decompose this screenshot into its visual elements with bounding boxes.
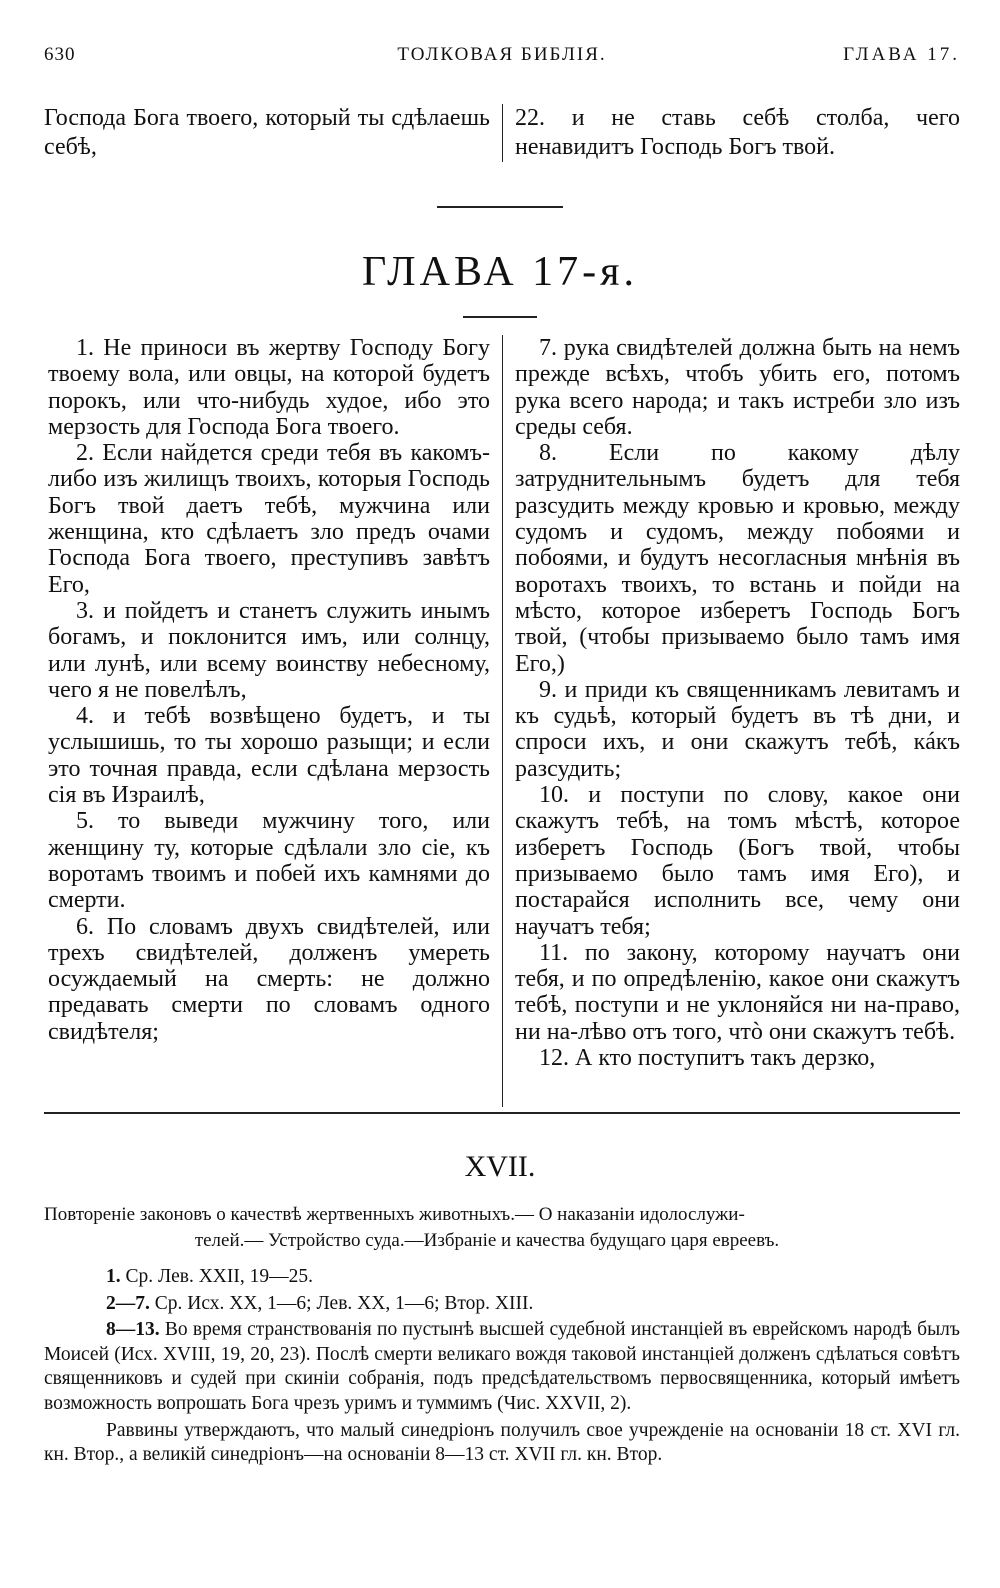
verse: 4. и тебѣ возвѣщено будетъ, и ты услышишь, то ты хорошо разыщи; и если это точная правда, если сдѣлана мерзость сія въ Израилѣ, <box>48 703 490 809</box>
top-left-text: Господа Бога твоего, который ты сдѣлаешь себѣ, <box>44 105 490 160</box>
summary-line: Повтореніе законовъ о качествѣ жертвенныхъ животныхъ.— О наказаніи идолослужи- <box>44 1204 745 1225</box>
left-column <box>44 335 502 1107</box>
verse: 12. А кто поступитъ такъ дерзко, <box>539 1045 876 1072</box>
page-header <box>44 44 960 74</box>
verse: 7. рука свидѣтелей должна быть на немъ прежде всѣхъ, чтобъ убить его, потомъ рука всего народа; и такъ истреби зло изъ среды себя. <box>515 335 960 440</box>
note <box>44 1265 960 1290</box>
note-text: Во время странствованія по пустынѣ высшей судебной инстанціей въ еврейскомъ народѣ былъ Моисей (Исх. XVIII, 19, 20, 23). Послѣ смерти великаго вождя таковой инстанціей долженъ сдѣлаться совѣтъ священниковъ и судей при скиніи собранія, подъ предсѣдательствомъ первосвященника, который имѣетъ возможность вопрошать Бога чрезъ уримъ и туммимъ (Чис. XXVII, 2). <box>44 1319 960 1414</box>
commentary-summary <box>44 1202 960 1254</box>
note-text: Раввины утверждаютъ, что малый синедріонъ получилъ свое учрежденіе на основаніи 18 ст. XVI гл. кн. Втор., а великій синедріонъ—на основаніи 8—13 ст. XVII гл. кн. Втор. <box>44 1419 960 1466</box>
note <box>44 1419 960 1468</box>
verse: 5. то выведи мужчину того, или женщину ту, которые сдѣлали зло сіе, къ воротамъ твоимъ и побей ихъ камнями до смерти. <box>48 808 490 914</box>
verse: 10. и поступи по слову, какое они скажутъ тебѣ, на томъ мѣстѣ, которое изберетъ Господь (Богъ твой, чтобы призываемо было тамъ имя Его), и постарайся исполнить все, чему они научатъ тебя; <box>515 782 960 940</box>
chapter-title: ГЛАВА 17-я. <box>362 249 638 295</box>
right-column <box>502 335 960 1107</box>
top-right-text: 22. и не ставь себѣ столба, чего ненавидитъ Господь Богъ твой. <box>502 104 960 162</box>
note-ref: 2—7. <box>106 1292 150 1314</box>
divider-rule <box>437 206 563 208</box>
note-text: Ср. Исх. XX, 1—6; Лев. XX, 1—6; Втор. XIII. <box>149 1292 534 1314</box>
verse: 9. и приди къ священникамъ левитамъ и къ судьѣ, который будетъ въ тѣ дни, и спроси ихъ, и они скажутъ тебѣ, кáкъ разсудить; <box>515 676 960 782</box>
note-ref: 8—13. <box>106 1319 160 1341</box>
running-title: ТОЛКОВАЯ БИБЛІЯ. <box>397 44 607 65</box>
verse: 1. Не приноси въ жертву Господу Богу твоему вола, или овцы, на которой будетъ порокъ, или что-нибудь худое, ибо это мерзость для Господа Бога твоего. <box>48 335 490 440</box>
note-ref: 1. <box>106 1266 121 1287</box>
divider-rule <box>463 316 537 318</box>
verse: 3. и пойдетъ и станетъ служить инымъ богамъ, и поклонится имъ, или солнцу, или лунѣ, или всему воинству небесному, чего я не повелѣлъ, <box>48 597 490 703</box>
verse: 8. Если по какому дѣлу затруднительнымъ будетъ для тебя разсудить между кровью и кровью, между судомъ и судомъ, между побоями и побоями, и будутъ несогласныя мнѣнія въ воротахъ твоихъ, то встань и пойди на мѣсто, которое изберетъ Господь Богъ твой, (чтобы призываемо было тамъ имя Его,) <box>515 440 960 677</box>
chapter-label: ГЛАВА 17. <box>843 44 960 65</box>
top-continuation <box>44 104 960 162</box>
verse: 6. По словамъ двухъ свидѣтелей, или трехъ свидѣтелей, долженъ умереть осуждаемый на смерть: не должно предавать смерти по словамъ одного свидѣтеля; <box>48 913 490 1045</box>
summary-line: телей.— Устройство суда.—Избраніе и качества будущаго царя евреевъ. <box>194 1230 780 1251</box>
commentary-notes <box>44 1265 960 1470</box>
note <box>44 1292 960 1317</box>
commentary-section-number: XVII. <box>464 1150 536 1183</box>
note <box>44 1318 960 1416</box>
verse: 11. по закону, которому научатъ они тебя, и по опредѣленію, какое они скажутъ тебѣ, поступи и не уклоняйся ни на-право, ни на-лѣво отъ того, чтò они скажутъ тебѣ. <box>515 939 960 1045</box>
scripture-columns <box>44 335 960 1107</box>
verse: 2. Если найдется среди тебя въ какомъ-либо изъ жилищъ твоихъ, которыя Господь Богъ твой даетъ тебѣ, мужчина или женщина, кто сдѣлаетъ зло предъ очами Господа Бога твоего, преступивъ завѣтъ Его, <box>48 440 490 598</box>
page-number: 630 <box>44 44 76 65</box>
note-text: Ср. Лев. XXII, 19—25. <box>120 1266 313 1287</box>
section-divider <box>44 1112 960 1114</box>
